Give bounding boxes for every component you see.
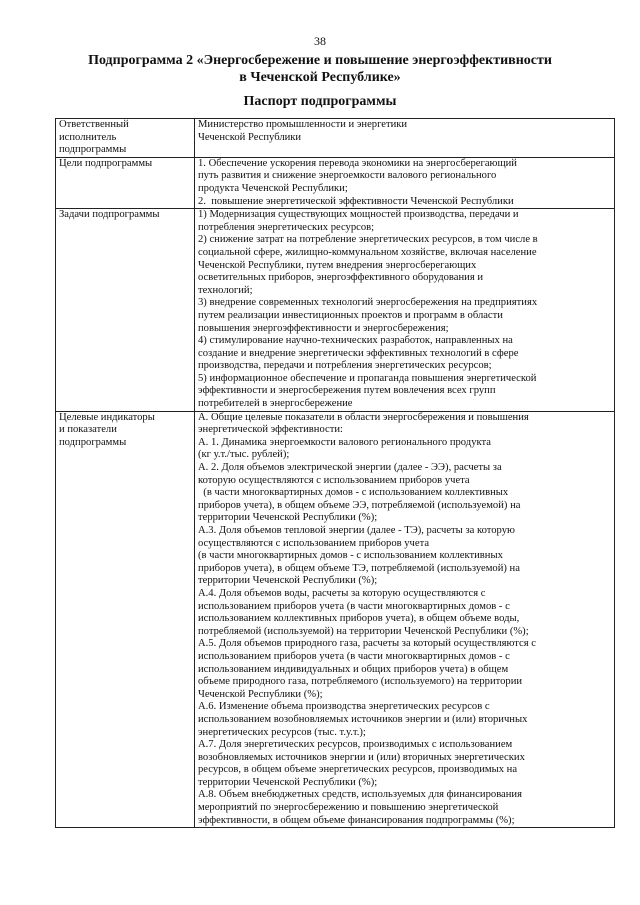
row-content-line: энергетической эффективности:: [198, 424, 343, 436]
row-label-cell: [56, 411, 195, 828]
row-content-line: Министерство промышленности и энергетики: [198, 119, 408, 130]
row-content-line: производства, передачи и потребления энергетических ресурсов;: [198, 360, 492, 372]
row-content-line: 2. повышение энергетической эффективности Чеченской Республики: [198, 195, 514, 207]
table-row: [56, 157, 615, 208]
row-content-line: приборов учета), в общем объеме ЭЭ, потребляемой (используемой) на: [198, 499, 521, 511]
row-content-line: создание и внедрение энергетически эффективных технологий в сфере: [198, 347, 519, 359]
row-content-line: использованием коллективных приборов учета), в общем объеме воды,: [198, 613, 520, 625]
row-content-line: А.6. Изменение объема производства энергетических ресурсов с: [198, 701, 490, 713]
row-label-line: исполнитель: [59, 131, 117, 143]
row-content-line: потребляемой (используемой) на территории Чеченской Республики (%);: [198, 625, 529, 637]
row-content-line: территории Чеченской Республики (%);: [198, 512, 378, 524]
row-content-line: Чеченской Республики (%);: [198, 688, 323, 700]
row-label-line: Цели подпрограммы: [59, 157, 153, 169]
table-row: [56, 119, 615, 158]
row-content-line: объеме природного газа, потребляемого (используемого) на территории: [198, 676, 523, 688]
row-label-line: подпрограммы: [59, 436, 127, 448]
table-row: [56, 411, 615, 828]
row-content-line: энергетических ресурсов (тыс. т.у.т.);: [198, 726, 366, 738]
row-label-line: Целевые индикаторы: [59, 411, 155, 423]
row-content-line: продукта Чеченской Республики;: [198, 182, 348, 194]
row-content-line: А. 1. Динамика энергоемкости валового регионального продукта: [198, 436, 491, 448]
row-content-line: потребления энергетических ресурсов;: [198, 221, 375, 233]
row-content-cell: [195, 209, 615, 412]
row-content-line: территории Чеченской Республики (%);: [198, 575, 378, 587]
passport-table: [55, 118, 615, 828]
row-content-line: 5) информационное обеспечение и пропаганда повышения энергетической: [198, 372, 537, 384]
row-content-line: которую осуществляются с использованием приборов учета: [198, 474, 470, 486]
row-content-line: 1. Обеспечение ускорения перевода экономики на энергосберегающий: [198, 157, 517, 169]
row-content-line: А. 2. Доля объемов электрической энергии (далее - ЭЭ), расчеты за: [198, 462, 502, 474]
row-content-line: потребителей в энергосбережение: [198, 398, 353, 410]
row-content-line: использованием приборов учета (в части многоквартирных домов - с: [198, 600, 510, 612]
row-content-line: мероприятий по энергосбережению и повышению энергетической: [198, 802, 499, 814]
row-content-line: осветительных приборов, энергоэффективного оборудования и: [198, 272, 484, 284]
page-number: 38: [314, 34, 326, 48]
row-content-line: 4) стимулирование научно-технических разработок, направленных на: [198, 335, 513, 347]
row-content-line: путем реализации инвестиционных проектов и программ в области: [198, 309, 503, 321]
row-content-line: эффективности, в общем объеме финансирования подпрограммы (%);: [198, 814, 515, 826]
row-content-line: Чеченской Республики: [198, 131, 302, 143]
row-label-cell: [56, 119, 195, 158]
row-content-line: использованием индивидуальных и общих приборов учета) в общем: [198, 663, 509, 675]
row-content-line: 1) Модернизация существующих мощностей производства, передачи и: [198, 209, 519, 221]
row-content-line: повышения энергоэффективности и энергосбережения;: [198, 322, 449, 334]
row-content-line: Чеченской Республики, путем внедрения энергосберегающих: [198, 259, 477, 271]
row-label-line: Задачи подпрограммы: [59, 209, 160, 221]
row-label-line: подпрограммы: [59, 144, 127, 156]
row-content-line: А.5. Доля объемов природного газа, расчеты за который осуществляются с: [198, 638, 536, 650]
row-content-cell: [195, 119, 615, 158]
row-content-line: использованием приборов учета (в части многоквартирных домов - с: [198, 650, 510, 662]
row-content-line: путь развития и снижение энергоемкости валового регионального: [198, 170, 497, 182]
row-content-line: А.3. Доля объемов тепловой энергии (далее - ТЭ), расчеты за которую: [198, 525, 515, 536]
row-content-line: 2) снижение затрат на потребление энергетических ресурсов, в том числе в: [198, 234, 538, 246]
row-label-cell: [56, 209, 195, 412]
row-content-line: 3) внедрение современных технологий энергосбережения на предприятиях: [198, 297, 538, 309]
row-label-line: Ответственный: [59, 119, 129, 130]
row-content-line: (в части многоквартирных домов - с использованием коллективных: [198, 550, 503, 562]
row-content-line: (кг у.т./тыс. рублей);: [198, 449, 290, 461]
row-content-line: А.7. Доля энергетических ресурсов, производимых с использованием: [198, 739, 513, 751]
row-content-cell: [195, 157, 615, 208]
row-content-line: приборов учета), в общем объеме ТЭ, потребляемой (используемой) на: [198, 562, 520, 574]
row-content-line: (в части многоквартирных домов - с использованием коллективных: [198, 487, 509, 499]
row-label-line: и показатели: [59, 424, 117, 436]
row-content-line: использованием возобновляемых источников энергии и (или) вторичных: [198, 713, 528, 725]
title-line: Подпрограмма 2 «Энергосбережение и повышение энергоэффективности: [88, 53, 552, 68]
row-content-line: осуществляются с использованием приборов учета: [198, 537, 430, 549]
passport-heading: Паспорт подпрограммы: [243, 94, 397, 109]
table-row: [56, 209, 615, 412]
row-content-cell: [195, 411, 615, 828]
row-content-line: ресурсов, в общем объеме энергетических ресурсов, производимых на: [198, 764, 518, 776]
document-title: [60, 52, 580, 86]
row-label-cell: [56, 157, 195, 208]
row-content-line: эффективности и энергосбережения путем вовлечения всех групп: [198, 385, 496, 397]
row-content-line: технологий;: [198, 284, 253, 296]
row-content-line: А.8. Объем внебюджетных средств, используемых для финансирования: [198, 789, 522, 801]
row-content-line: территории Чеченской Республики (%);: [198, 776, 378, 788]
row-content-line: А. Общие целевые показатели в области энергосбережения и повышения: [198, 411, 529, 423]
row-content-line: А.4. Доля объемов воды, расчеты за которую осуществляются с: [198, 587, 486, 599]
title-line: в Чеченской Республике»: [239, 70, 401, 85]
row-content-line: возобновляемых источников энергии и (или) вторичных энергетических: [198, 751, 525, 763]
row-content-line: социальной сфере, жилищно-коммунальном хозяйстве, включая население: [198, 246, 537, 258]
